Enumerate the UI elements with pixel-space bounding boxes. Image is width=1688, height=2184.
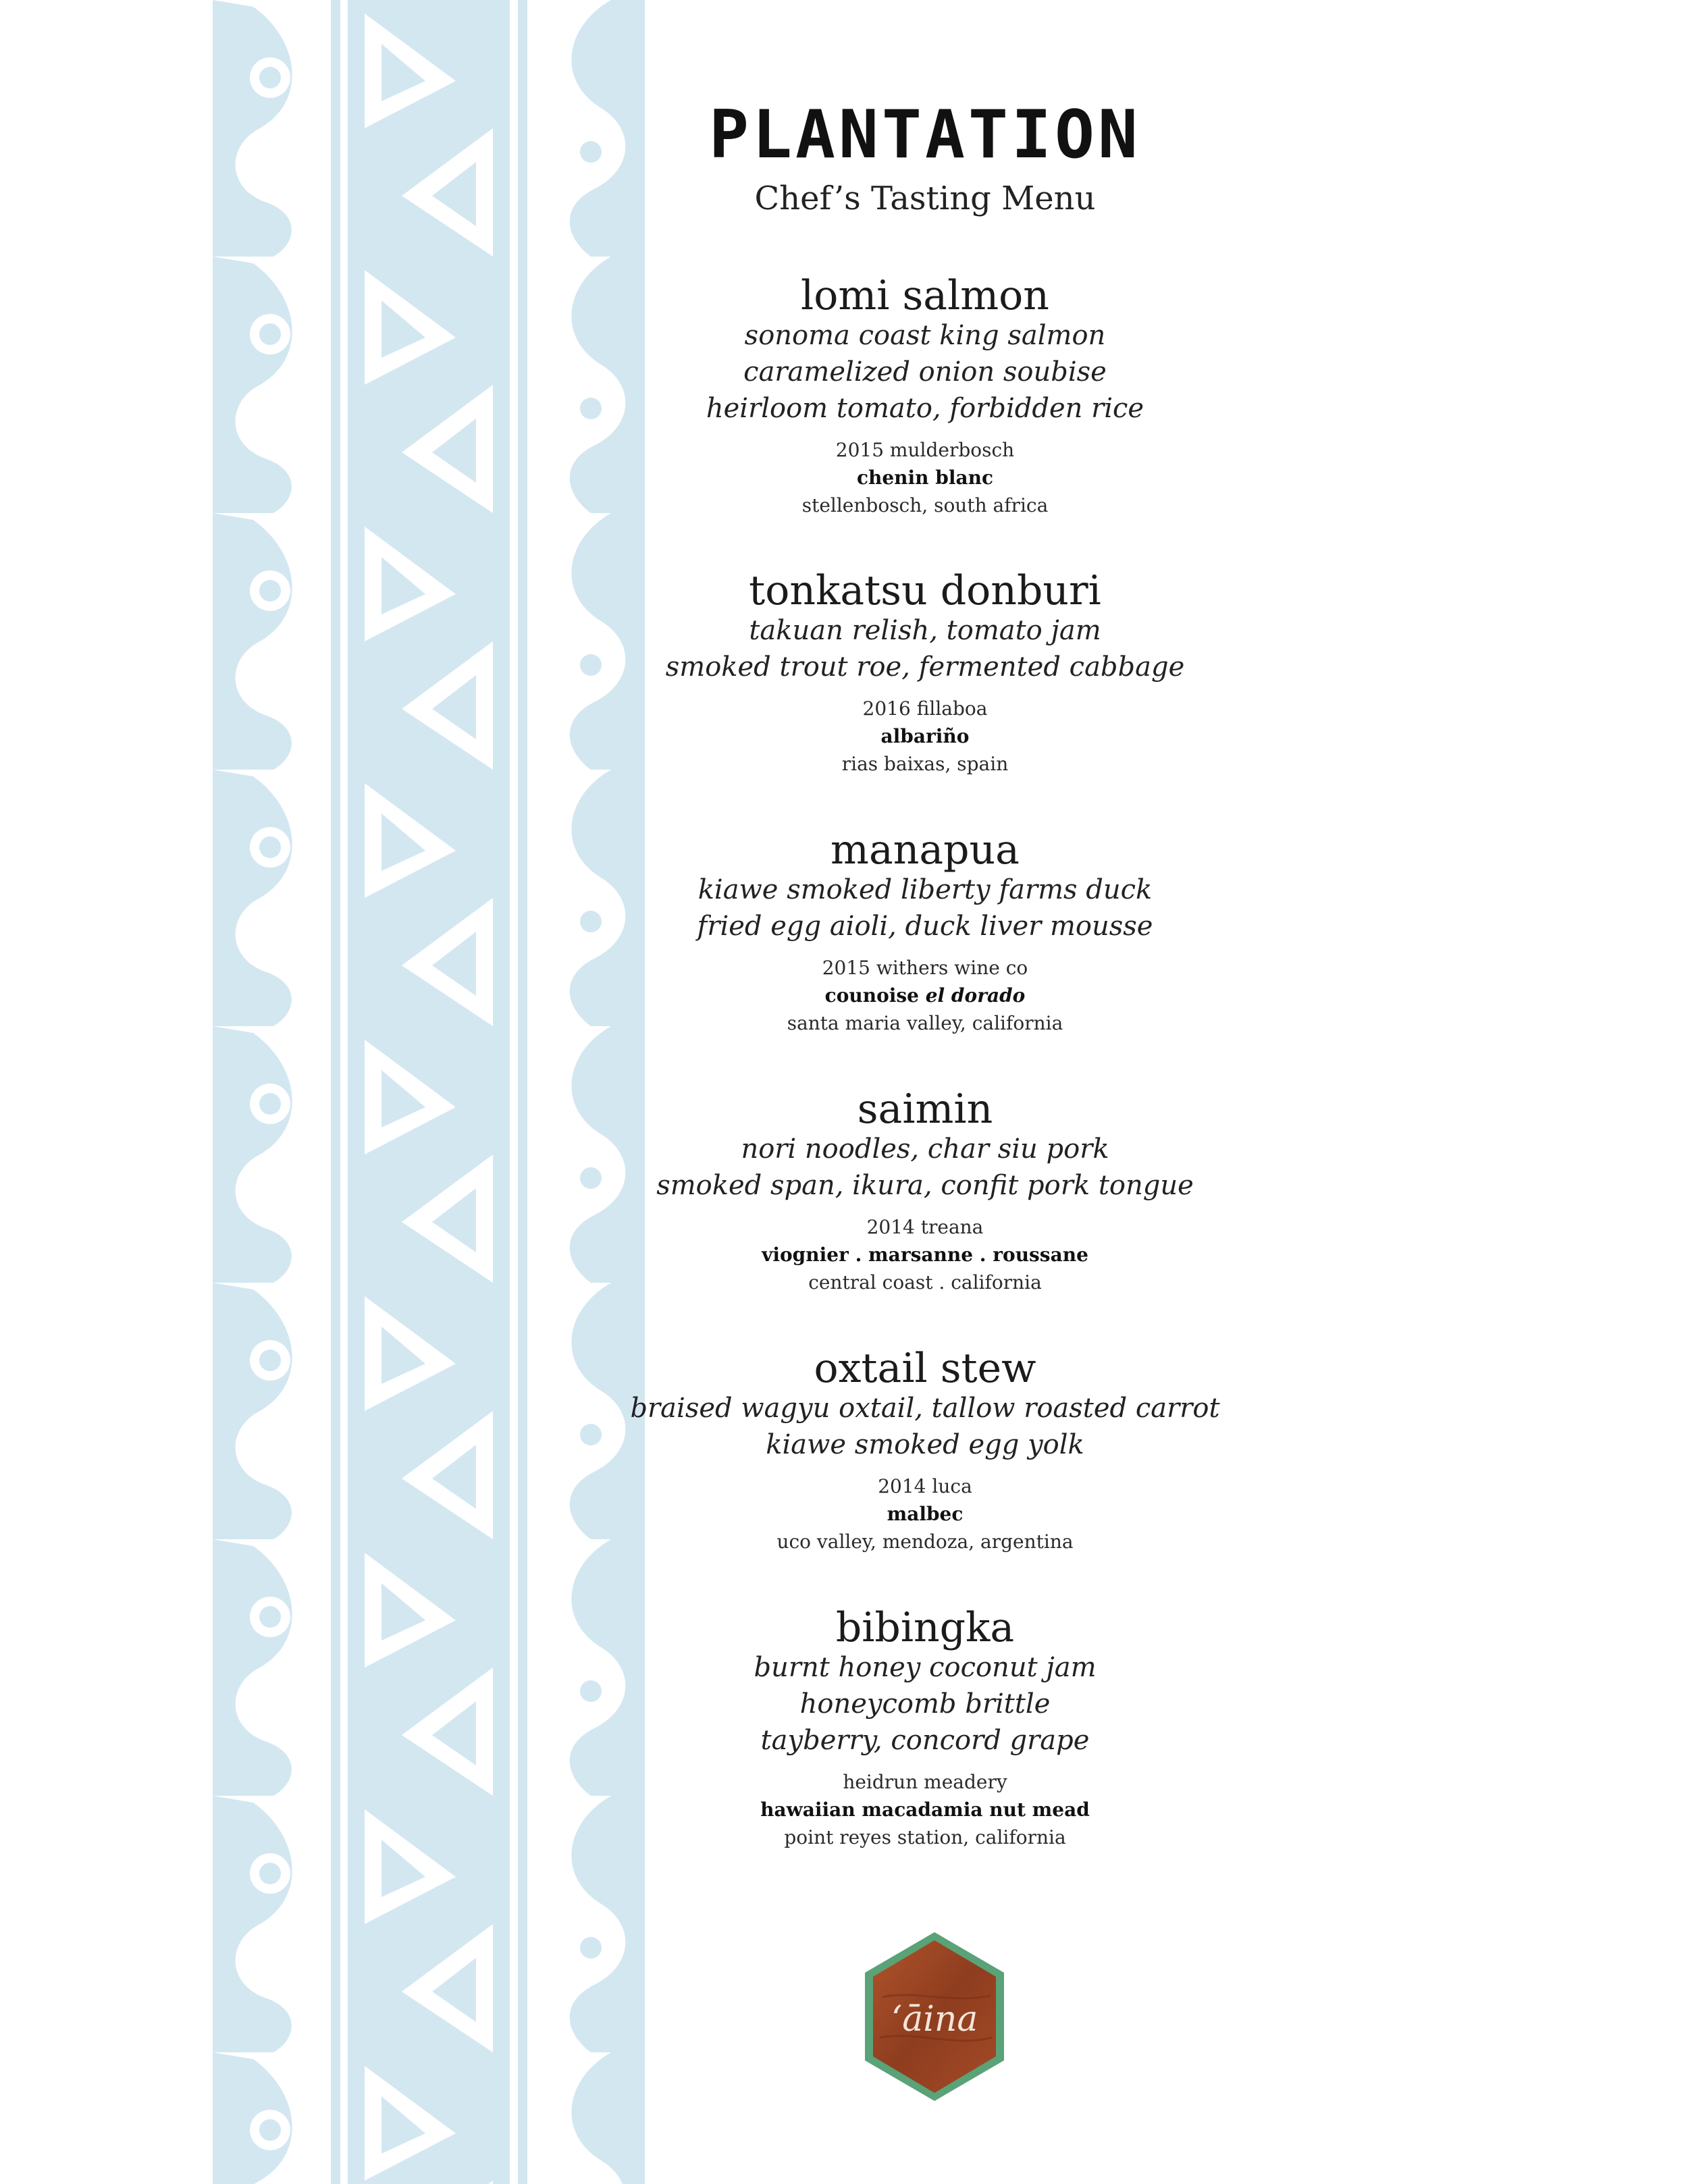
dish-description-line: fried egg aioli, duck liver mousse [697, 911, 1153, 942]
dish-description-line: sonoma coast king salmon [744, 320, 1106, 351]
wine-producer: 2014 treana [866, 1216, 984, 1238]
dish-name: manapua [830, 826, 1020, 874]
wine-varietal: hawaiian macadamia nut mead [760, 1799, 1090, 1821]
course-saimin [621, 1082, 1229, 1296]
dish-description-line: braised wagyu oxtail, tallow roasted carrot [630, 1393, 1220, 1424]
dish-name: saimin [857, 1086, 993, 1133]
dish-name: bibingka [835, 1604, 1015, 1651]
wine-region: stellenbosch, south africa [801, 494, 1049, 516]
wine-region: point reyes station, california [784, 1826, 1066, 1848]
wine-region: central coast . california [808, 1271, 1042, 1294]
dish-description-line: caramelized onion soubise [743, 356, 1107, 388]
dish-description-line: smoked span, ikura, confit pork tongue [656, 1170, 1194, 1201]
wine-region: rias baixas, spain [841, 753, 1009, 775]
dish-description-line: takuan relish, tomato jam [749, 615, 1101, 646]
dish-description-line: smoked trout roe, fermented cabbage [665, 651, 1185, 683]
logo-text: ʻāina [891, 1999, 978, 2040]
wine-varietal [621, 982, 1229, 1009]
wine-pairing [621, 1472, 1229, 1555]
course-oxtail-stew [621, 1341, 1229, 1555]
course-lomi-salmon [621, 269, 1229, 519]
dish-description-line: nori noodles, char siu pork [741, 1134, 1109, 1165]
dish-name: tonkatsu donburi [749, 567, 1101, 614]
course-tonkatsu-donburi [621, 564, 1229, 778]
wine-region: santa maria valley, california [787, 1012, 1063, 1034]
wine-varietal: viognier . marsanne . roussane [762, 1244, 1088, 1266]
wine-producer: heidrun meadery [843, 1771, 1007, 1793]
dish-description-line: kiawe smoked egg yolk [766, 1429, 1084, 1460]
wine-varietal-vineyard: el dorado [925, 984, 1026, 1007]
wine-producer: 2015 mulderbosch [835, 439, 1015, 461]
dish-name: lomi salmon [801, 272, 1049, 319]
course-manapua [621, 823, 1229, 1037]
dish-description-line: heirloom tomato, forbidden rice [706, 393, 1144, 424]
wine-pairing [621, 436, 1229, 519]
wine-producer: 2016 fillaboa [862, 697, 988, 720]
wine-varietal: chenin blanc [856, 467, 994, 489]
wave-border-pattern [213, 0, 645, 2184]
wine-varietal: albariño [880, 725, 970, 747]
dish-description-line: kiawe smoked liberty farms duck [697, 874, 1153, 905]
dish-description-line: burnt honey coconut jam [754, 1652, 1097, 1683]
wine-pairing [621, 954, 1229, 1037]
logo-badge-icon [862, 1929, 1007, 2104]
wine-varietal: malbec [887, 1503, 964, 1525]
wine-producer: 2014 luca [878, 1475, 972, 1497]
dish-description-line: tayberry, concord grape [760, 1725, 1090, 1756]
dish-description-line: honeycomb brittle [799, 1688, 1051, 1720]
wine-pairing [621, 1213, 1229, 1296]
wine-pairing [621, 695, 1229, 778]
wine-pairing [621, 1768, 1229, 1851]
wine-region: uco valley, mendoza, argentina [776, 1530, 1074, 1553]
menu-subtitle: Chef’s Tasting Menu [754, 180, 1096, 217]
dish-name: oxtail stew [814, 1345, 1036, 1392]
wine-producer: 2015 withers wine co [822, 957, 1028, 979]
menu-title: PLANTATION [708, 97, 1141, 174]
course-bibingka [621, 1601, 1229, 1851]
wine-varietal-name: counoise [824, 984, 919, 1007]
